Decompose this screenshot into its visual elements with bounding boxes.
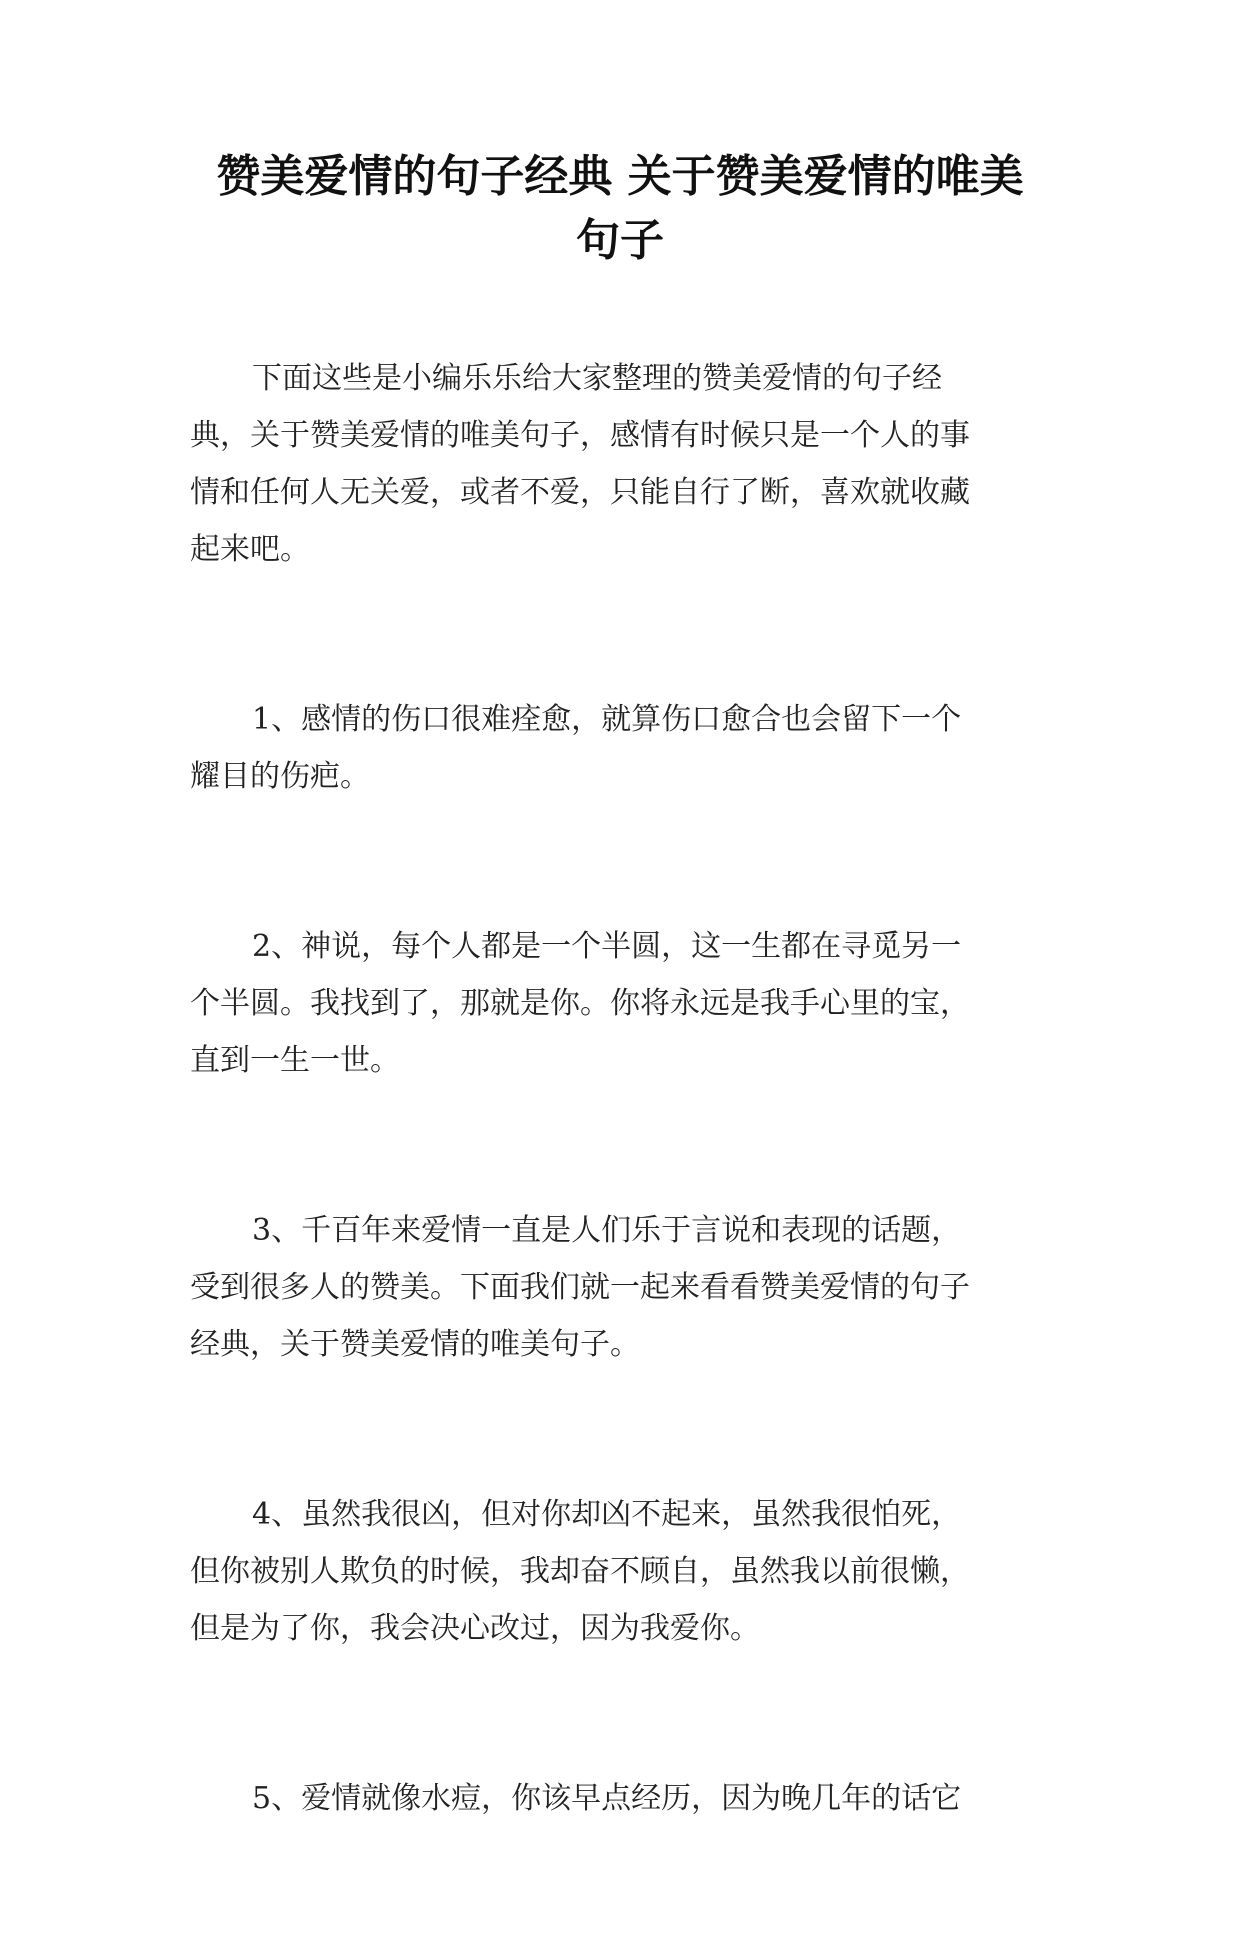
paragraph-line: 4、虽然我很凶，但对你却凶不起来，虽然我很怕死， — [252, 1497, 962, 1532]
document-body — [190, 350, 1070, 1940]
paragraph-line: 受到很多人的赞美。下面我们就一起来看看赞美爱情的句子 — [190, 1270, 970, 1305]
paragraph-line: 经典，关于赞美爱情的唯美句子。 — [190, 1327, 640, 1362]
quote-paragraph-2 — [190, 918, 1070, 1089]
paragraph-line: 5、爱情就像水痘，你该早点经历，因为晚几年的话它 — [252, 1781, 962, 1816]
intro-paragraph — [190, 350, 1070, 578]
title-line-1: 赞美爱情的句子经典 关于赞美爱情的唯美 — [216, 151, 1024, 202]
paragraph-line: 3、千百年来爱情一直是人们乐于言说和表现的话题， — [252, 1213, 962, 1248]
quote-paragraph-4 — [190, 1486, 1070, 1657]
paragraph-line: 情和任何人无关爱，或者不爱，只能自行了断，喜欢就收藏 — [190, 475, 970, 510]
paragraph-line: 直到一生一世。 — [190, 1043, 400, 1078]
paragraph-line: 下面这些是小编乐乐给大家整理的赞美爱情的句子经 — [252, 361, 942, 396]
paragraph-line: 典，关于赞美爱情的唯美句子，感情有时候只是一个人的事 — [190, 418, 970, 453]
paragraph-line: 起来吧。 — [190, 532, 310, 567]
paragraph-line: 个半圆。我找到了，那就是你。你将永远是我手心里的宝， — [190, 986, 970, 1021]
paragraph-line: 但是为了你，我会决心改过，因为我爱你。 — [190, 1611, 760, 1646]
document-title — [180, 145, 1060, 273]
paragraph-line: 耀目的伤疤。 — [190, 759, 370, 794]
quote-paragraph-5 — [190, 1770, 1070, 1827]
quote-paragraph-1 — [190, 691, 1070, 805]
paragraph-line: 1、感情的伤口很难痊愈，就算伤口愈合也会留下一个 — [252, 702, 962, 737]
quote-paragraph-3 — [190, 1202, 1070, 1373]
paragraph-line: 但你被别人欺负的时候，我却奋不顾自，虽然我以前很懒， — [190, 1554, 970, 1589]
paragraph-line: 2、神说，每个人都是一个半圆，这一生都在寻觅另一 — [252, 929, 962, 964]
title-line-2: 句子 — [576, 215, 664, 266]
